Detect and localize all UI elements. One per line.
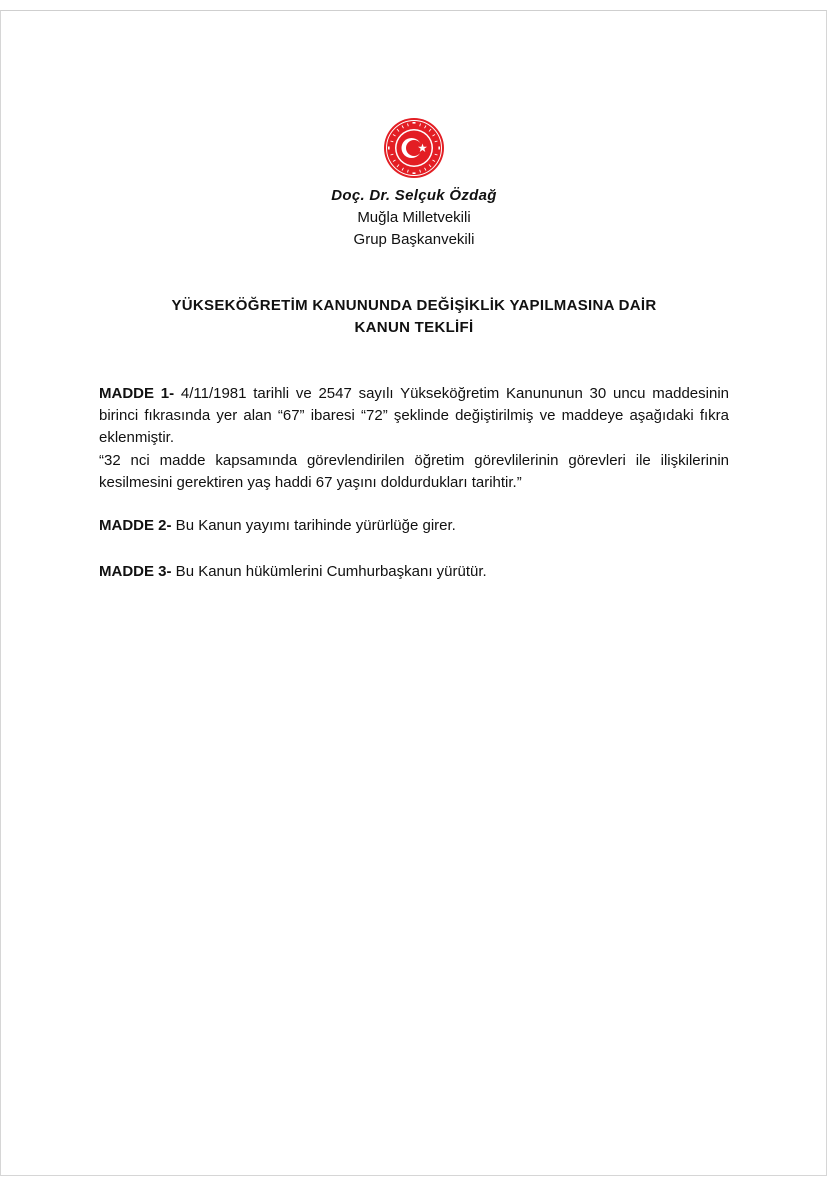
- document-page: [0, 10, 827, 1176]
- article-2-text: Bu Kanun yayımı tarihinde yürürlüğe girer.: [171, 517, 456, 534]
- document-title-line-2: KANUN TEKLİFİ: [354, 319, 474, 336]
- article-1-label: MADDE 1-: [99, 385, 175, 402]
- author-name: Doç. Dr. Selçuk Özdağ: [331, 187, 497, 204]
- article-2-label: MADDE 2-: [99, 517, 172, 534]
- article-3-label: MADDE 3-: [99, 563, 172, 580]
- added-paragraph-quote: “32 nci madde kapsamında görevlendirilen öğretim görevlilerinin görevleri ile ilişkilerinin kesilmesini gerektiren yaş haddi 67 yaşını doldurdukları tarihtir.”: [99, 452, 729, 491]
- article-3-text: Bu Kanun hükümlerini Cumhurbaşkanı yürütür.: [171, 563, 487, 580]
- document-title-line-1: YÜKSEKÖĞRETİM KANUNUNDA DEĞİŞİKLİK YAPILMASINA DAİR: [171, 297, 657, 314]
- article-3: [99, 561, 729, 583]
- tbmm-seal-icon: [383, 117, 445, 179]
- author-constituency: Muğla Milletvekili: [357, 209, 471, 226]
- author-role: Grup Başkanvekili: [353, 231, 475, 248]
- article-1: [99, 383, 729, 449]
- article-1-text: 4/11/1981 tarihli ve 2547 sayılı Yükseköğretim Kanununun 30 uncu maddesinin birinci fıkrasında yer alan “67” ibaresi “72” şeklinde değiştirilmiş ve maddeye aşağıdaki fıkra eklenmiştir.: [99, 385, 729, 446]
- article-2: [99, 515, 729, 537]
